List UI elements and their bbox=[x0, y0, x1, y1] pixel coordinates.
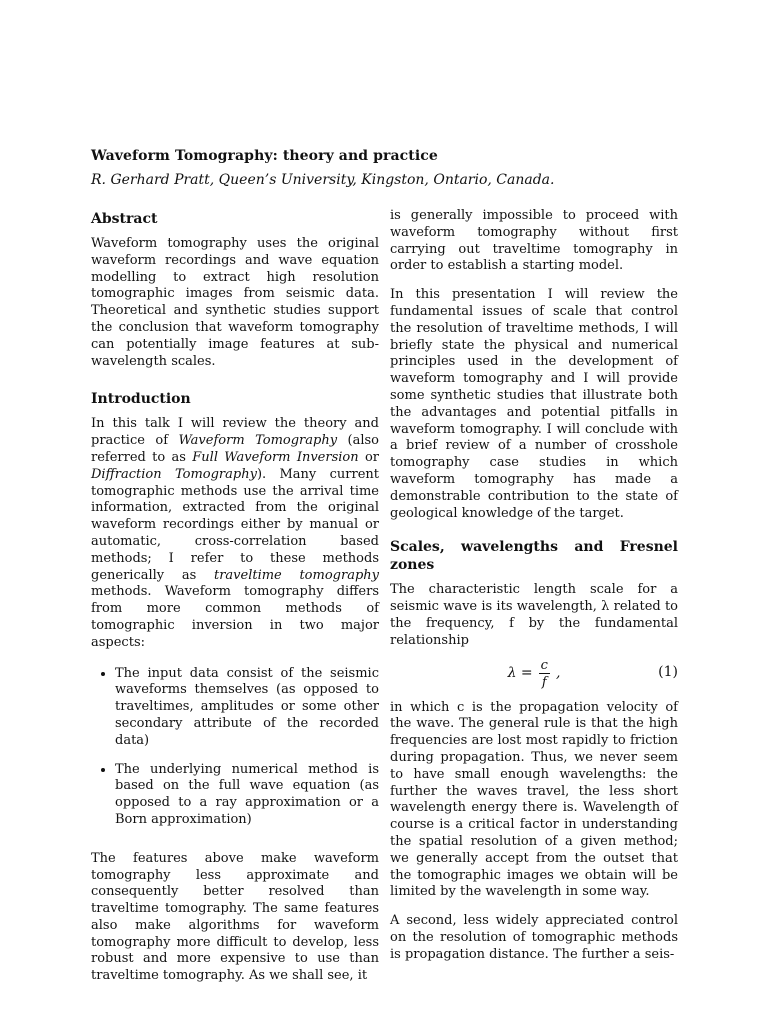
introduction-paragraph-1: In this talk I will review the theory and practice of Waveform Tomography (also referred to as Full Waveform Inversion or Diffraction Tomography). Many current tomographic methods use the arrival time information, extracted from the original waveform recordings either by manual or automatic, cross-correlation based methods; I refer to these methods generically as traveltime tomography methods. Waveform tomography differs from more common methods of tomographic inversion in two major aspects: bbox=[91, 416, 379, 650]
paper-authors: R. Gerhard Pratt, Queen’s University, Kingston, Ontario, Canada. bbox=[91, 172, 555, 188]
scales-heading: Scales, wavelengths and Fresnel zones bbox=[390, 539, 678, 574]
introduction-heading: Introduction bbox=[91, 391, 191, 408]
equation-trail: , bbox=[555, 665, 561, 682]
paper-title: Waveform Tomography: theory and practice bbox=[91, 148, 438, 164]
left-column bbox=[91, 208, 379, 997]
equation-fraction bbox=[539, 658, 550, 690]
abstract-heading: Abstract bbox=[91, 211, 158, 227]
equation-1 bbox=[390, 654, 678, 694]
scales-paragraph-2: in which c is the propagation velocity of the wave. The general rule is that the high frequencies are lost most rapidly to friction during propagation. Thus, we never seem to have small enough wavelengths: the further the waves travel, the less short wavelength energy there is. Wavelength of course is a critical factor in understanding the spatial resolution of a given method; we generally accept from the outset that the tomographic images we obtain will be limited by the wavelength in some way. bbox=[390, 699, 678, 900]
scales-paragraph-1: The characteristic length scale for a seismic wave is its wavelength, λ related to the frequency, f by the fundamental relationship bbox=[390, 582, 678, 648]
aspects-list bbox=[91, 666, 379, 829]
right-column bbox=[390, 208, 678, 975]
list-item: • The underlying numerical method is based on the full wave equation (as opposed to a ray approximation or a Born approximation) bbox=[115, 762, 379, 829]
equation-numerator: c bbox=[540, 657, 548, 673]
introduction-paragraph-3: is generally impossible to proceed with waveform tomography without first carrying out traveltime tomography in order to establish a starting model. bbox=[390, 208, 678, 274]
equation-denominator: f bbox=[541, 674, 547, 690]
introduction-paragraph-2: The features above make waveform tomography less approximate and consequently better resolved than traveltime tomography. The same features also make algorithms for waveform tomography more difficult to develop, less robust and more expensive to use than traveltime tomography. As we shall see, it bbox=[91, 850, 379, 984]
scales-paragraph-3: A second, less widely appreciated control on the resolution of tomographic methods is propagation distance. The further a seis- bbox=[390, 913, 678, 962]
equation-lhs: λ = bbox=[507, 665, 533, 682]
abstract-text: Waveform tomography uses the original waveform recordings and wave equation modelling to extract high resolution tomographic images from seismic data. Theoretical and synthetic studies support the conclusion that waveform tomography can potentially image features at sub-wavelength scales. bbox=[91, 236, 379, 369]
introduction-paragraph-4: In this presentation I will review the fundamental issues of scale that control the resolution of traveltime methods, I will briefly state the physical and numerical principles used in the development of waveform tomography and I will provide some synthetic studies that illustrate both the advantages and potential pitfalls in waveform tomography. I will conclude with a brief review of a number of crosshole tomography case studies in which waveform tomography has made a demonstrable contribution to the state of geological knowledge of the target. bbox=[390, 287, 678, 521]
list-item: • The input data consist of the seismic waveforms themselves (as opposed to traveltimes, amplitudes or some other secondary attribute of the recorded data) bbox=[115, 666, 379, 750]
equation-number: (1) bbox=[658, 663, 678, 680]
